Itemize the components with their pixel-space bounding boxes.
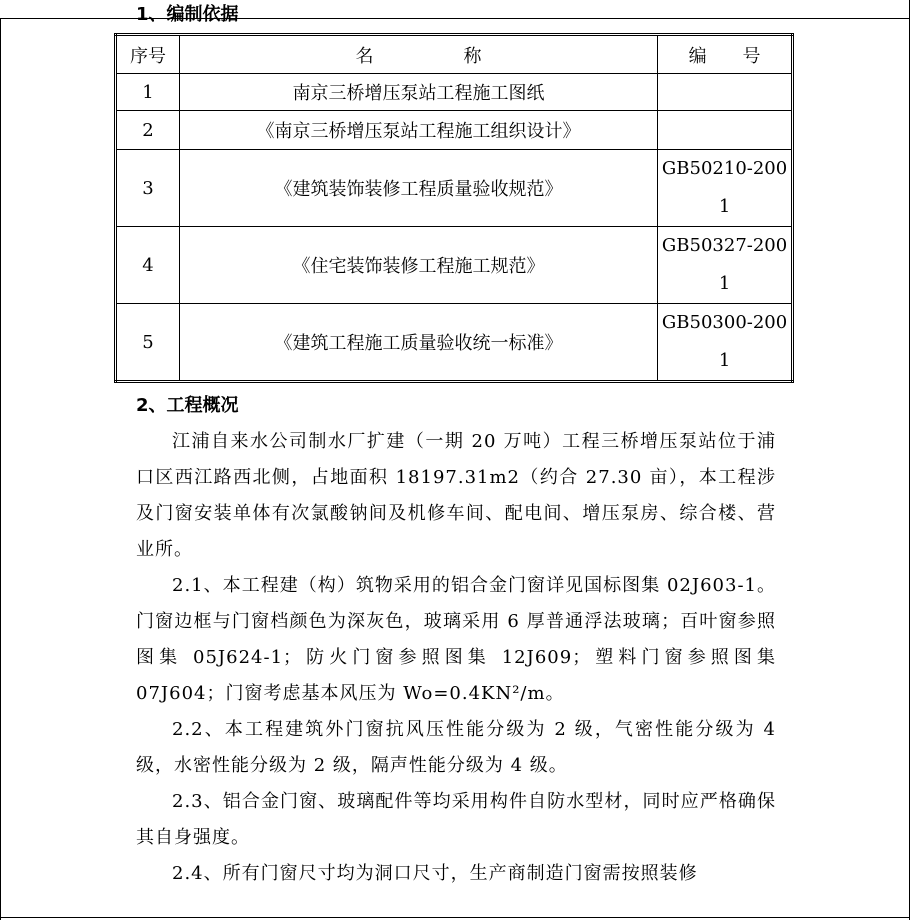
table-row	[116, 304, 793, 382]
table-header-row	[116, 35, 793, 74]
row-code: GB50210-2001	[658, 150, 793, 227]
table-row	[116, 227, 793, 304]
table-row	[116, 74, 793, 111]
row-code	[658, 74, 793, 111]
paragraph-2-4: 2.4、所有门窗尺寸均为洞口尺寸，生产商制造门窗需按照装修	[172, 863, 698, 884]
row-number: 3	[116, 150, 180, 227]
table-row	[116, 111, 793, 150]
page-frame-left	[0, 18, 1, 920]
row-number: 1	[116, 74, 180, 111]
paragraph-2-1: 2.1、本工程建（构）筑物采用的铝合金门窗详见国标图集 02J603-1。门窗边框与门窗档颜色为深灰色，玻璃采用 6 厚普通浮法玻璃；百叶窗参照图集 05J624-1；防火门窗参照图集 12J609；塑料门窗参照图集 07J604；门窗考虑基本风压为 Wo=0.4KN²/m。	[136, 575, 776, 704]
row-name: 南京三桥增压泵站工程施工图纸	[179, 74, 657, 111]
row-code: GB50327-2001	[658, 227, 793, 304]
table-row	[116, 150, 793, 227]
row-number: 5	[116, 304, 180, 382]
header-code: 编 号	[658, 35, 793, 74]
section-heading-basis: 1、编制依据	[136, 4, 239, 25]
row-name: 《南京三桥增压泵站工程施工组织设计》	[179, 111, 657, 150]
basis-table	[114, 33, 794, 383]
row-name: 《建筑工程施工质量验收统一标准》	[179, 304, 657, 382]
paragraph-2-3: 2.3、铝合金门窗、玻璃配件等均采用构件自防水型材，同时应严格确保其自身强度。	[136, 791, 776, 848]
row-number: 4	[116, 227, 180, 304]
paragraph-2-2: 2.2、本工程建筑外门窗抗风压性能分级为 2 级，气密性能分级为 4 级，水密性能分级为 2 级，隔声性能分级为 4 级。	[136, 719, 776, 776]
row-name: 《建筑装饰装修工程质量验收规范》	[179, 150, 657, 227]
header-name: 名 称	[179, 35, 657, 74]
page-frame-bottom	[0, 917, 910, 918]
row-code	[658, 111, 793, 150]
row-name: 《住宅装饰装修工程施工规范》	[179, 227, 657, 304]
header-number: 序号	[116, 35, 180, 74]
row-number: 2	[116, 111, 180, 150]
paragraph-intro: 江浦自来水公司制水厂扩建（一期 20 万吨）工程三桥增压泵站位于浦口区西江路西北侧，占地面积 18197.31m2（约合 27.30 亩），本工程涉及门窗安装单体有次氯酸钠间及机修车间、配电间、增压泵房、综合楼、营业所。	[136, 431, 776, 560]
overview-body	[136, 424, 776, 892]
row-code: GB50300-2001	[658, 304, 793, 382]
section-heading-overview: 2、工程概况	[136, 395, 239, 416]
